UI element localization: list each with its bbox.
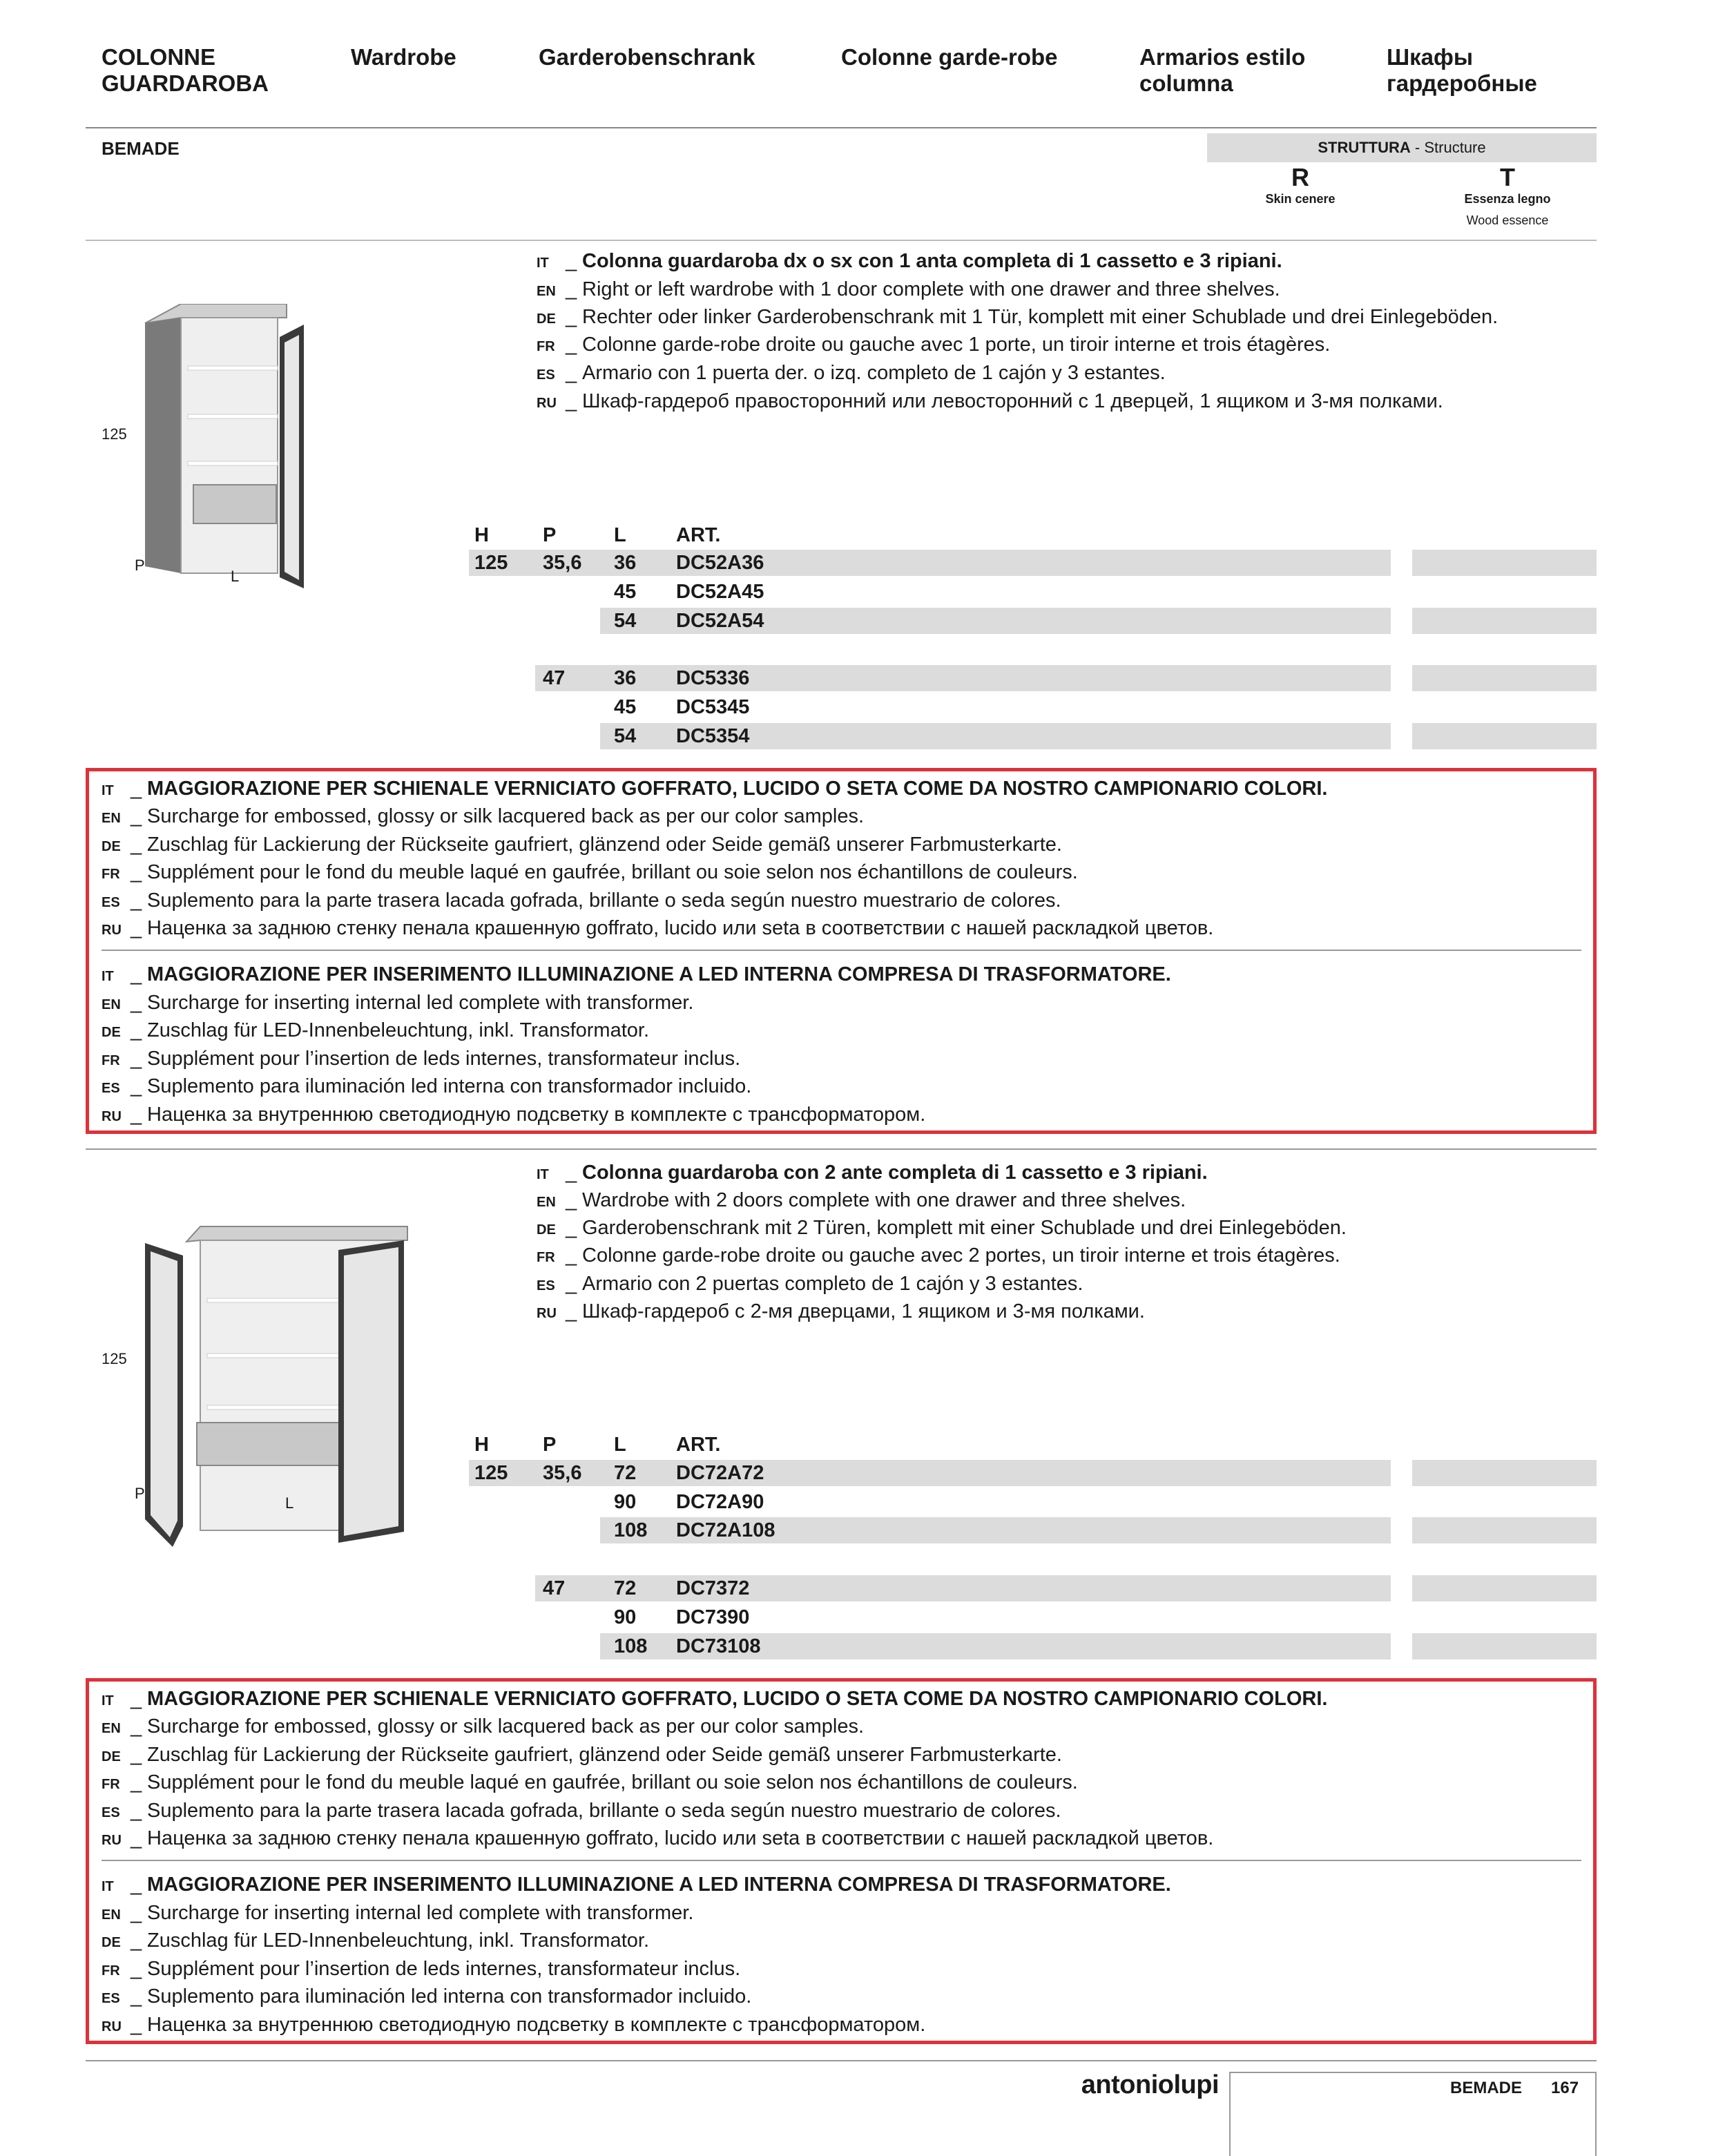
p1-row-1-art: DC52A36	[676, 552, 764, 574]
s2-back-it: IT _ MAGGIORAZIONE PER SCHIENALE VERNICIATO GOFFRATO, LUCIDO O SETA COME DA NOSTRO CAMPIONARIO COLORI.	[102, 1688, 1328, 1710]
p1-desc-de: DE _ Rechter oder linker Garderobenschrank mit 1 Tür, komplett mit einer Schublade und drei Einlegeböden.	[537, 306, 1498, 328]
p1-col-art: ART.	[676, 524, 721, 546]
p1-height-label: 125	[102, 425, 127, 443]
s1-led-en: EN _ Surcharge for inserting internal led complete with transformer.	[102, 992, 694, 1014]
s2-led-de: DE _ Zuschlag für LED-Innenbeleuchtung, inkl. Transformator.	[102, 1929, 649, 1952]
p2-desc-de: DE _ Garderobenschrank mit 2 Türen, komplett mit einer Schublade und drei Einlegeböden.	[537, 1217, 1347, 1239]
p1-desc-fr: FR _ Colonne garde-robe droite ou gauche avec 1 porte, un tiroir interne et trois étagères.	[537, 334, 1331, 356]
p2-height-label: 125	[102, 1350, 127, 1367]
s2-back-fr: FR _ Supplément pour le fond du meuble laqué en gaufrée, brillant ou soie selon nos échantillons de couleurs.	[102, 1771, 1078, 1793]
structure-option-t-name: Essenza legno	[1464, 192, 1551, 206]
s1-led-it: IT _ MAGGIORAZIONE PER INSERIMENTO ILLUMINAZIONE A LED INTERNA COMPRESA DI TRASFORMATORE.	[102, 963, 1171, 985]
p2-row-5-art: DC7390	[676, 1606, 750, 1628]
structure-label-en: Structure	[1424, 139, 1486, 156]
p2-row-2-l: 90	[614, 1491, 637, 1513]
s1-back-de: DE _ Zuschlag für Lackierung der Rückseite gaufriert, glänzend oder Seide gemäß unserer Farbmusterkarte.	[102, 834, 1062, 856]
s1-led-ru: RU _ Наценка за внутреннюю светодиодную подсветку в комплекте с трансформатором.	[102, 1104, 926, 1126]
p2-desc-ru: RU _ Шкаф-гардероб с 2-мя дверцами, 1 ящиком и 3-мя полками.	[537, 1300, 1145, 1322]
p2-col-p: P	[543, 1434, 557, 1456]
p2-row-3-art: DC72A108	[676, 1519, 775, 1541]
p2-row-1-p: 35,6	[543, 1462, 582, 1484]
s2-inner-divider	[102, 1860, 1581, 1861]
p1-row-4-price	[1412, 665, 1597, 691]
s2-led-es: ES _ Suplemento para iluminación led interna con transformador incluido.	[102, 1985, 752, 2008]
p2-desc-fr: FR _ Colonne garde-robe droite ou gauche avec 2 portes, un tiroir interne et trois étagères.	[537, 1244, 1340, 1267]
p2-col-l: L	[614, 1434, 626, 1456]
header-title-de: Garderobenschrank	[539, 44, 755, 70]
p1-row-4-bar	[535, 665, 1391, 691]
p1-desc-en: EN _ Right or left wardrobe with 1 door complete with one drawer and three shelves.	[537, 278, 1280, 300]
p1-row-4-art: DC5336	[676, 667, 750, 689]
p1-row-4-p: 47	[543, 667, 566, 689]
p2-desc-es: ES _ Armario con 2 puertas completo de 1 cajón y 3 estantes.	[537, 1273, 1083, 1295]
s2-back-de: DE _ Zuschlag für Lackierung der Rückseite gaufriert, glänzend oder Seide gemäß unserer Farbmusterkarte.	[102, 1744, 1062, 1766]
p1-col-p: P	[543, 524, 557, 546]
p1-row-6-l: 54	[614, 725, 637, 747]
header-title-fr: Colonne garde-robe	[841, 44, 1058, 70]
s2-back-es: ES _ Suplemento para la parte trasera lacada gofrada, brillante o seda según nuestro muestrario de colores.	[102, 1800, 1061, 1822]
page-number: 167	[1551, 2079, 1579, 2097]
p2-row-1-l: 72	[614, 1462, 637, 1484]
s1-inner-divider	[102, 950, 1581, 951]
p1-row-2-l: 45	[614, 581, 637, 603]
p1-row-1-p: 35,6	[543, 552, 582, 574]
p1-desc-ru: RU _ Шкаф-гардероб правосторонний или левосторонний с 1 дверцей, 1 ящиком и 3-мя полками.	[537, 390, 1443, 412]
p1-row-1-price	[1412, 550, 1597, 576]
s1-led-fr: FR _ Supplément pour l’insertion de leds internes, transformateur inclus.	[102, 1048, 741, 1070]
footer-box	[1229, 2072, 1597, 2156]
p1-col-h: H	[474, 524, 489, 546]
structure-label: STRUTTURA	[1318, 139, 1411, 156]
s1-back-en: EN _ Surcharge for embossed, glossy or silk lacquered back as per our color samples.	[102, 805, 865, 827]
header-title-en: Wardrobe	[351, 44, 456, 70]
p1-row-4-l: 36	[614, 667, 637, 689]
header-divider	[86, 127, 1597, 128]
s2-back-en: EN _ Surcharge for embossed, glossy or silk lacquered back as per our color samples.	[102, 1715, 865, 1738]
footer-divider	[86, 2060, 1597, 2061]
p1-desc-es: ES _ Armario con 1 puerta der. o izq. completo de 1 cajón y 3 estantes.	[537, 362, 1166, 384]
p1-width-label: L	[231, 568, 240, 585]
p2-row-5-l: 90	[614, 1606, 637, 1628]
s1-back-ru: RU _ Наценка за заднюю стенку пенала крашенную goffrato, lucido или seta в соответствии с нашей раскладкой цветов.	[102, 917, 1214, 939]
header-title-it: COLONNE GUARDAROBA	[102, 44, 269, 96]
p1-row-6-price	[1412, 723, 1597, 749]
s1-led-es: ES _ Suplemento para iluminación led interna con transformador incluido.	[102, 1075, 752, 1097]
structure-option-r-name: Skin cenere	[1265, 192, 1336, 206]
s1-back-fr: FR _ Supplément pour le fond du meuble laqué en gaufrée, brillant ou soie selon nos échantillons de couleurs.	[102, 861, 1078, 883]
p2-col-h: H	[474, 1434, 489, 1456]
p1-row-3-art: DC52A54	[676, 610, 764, 632]
s1-back-es: ES _ Suplemento para la parte trasera lacada gofrada, brillante o seda según nuestro muestrario de colores.	[102, 889, 1061, 912]
p2-row-4-bar	[535, 1575, 1391, 1601]
p2-row-4-art: DC7372	[676, 1577, 750, 1599]
s2-led-it: IT _ MAGGIORAZIONE PER INSERIMENTO ILLUMINAZIONE A LED INTERNA COMPRESA DI TRASFORMATORE.	[102, 1874, 1171, 1896]
header-title-ru: Шкафы гардеробные	[1387, 44, 1537, 96]
p2-row-1-h: 125	[474, 1462, 508, 1484]
p2-depth-label: P	[135, 1485, 145, 1502]
footer-collection: BEMADE	[1450, 2079, 1523, 2097]
p2-row-4-l: 72	[614, 1577, 637, 1599]
wardrobe-2-doors-illustration	[138, 1222, 414, 1554]
p1-depth-label: P	[135, 557, 145, 574]
p2-width-label: L	[285, 1494, 294, 1512]
p2-row-6-art: DC73108	[676, 1635, 761, 1657]
p2-desc-it: IT _ Colonna guardaroba con 2 ante completa di 1 cassetto e 3 ripiani.	[537, 1162, 1208, 1184]
s2-led-ru: RU _ Наценка за внутреннюю светодиодную подсветку в комплекте с трансформатором.	[102, 2014, 926, 2036]
header-title-es: Armarios estilo columna	[1139, 44, 1306, 96]
p1-row-1-h: 125	[474, 552, 508, 574]
p2-row-1-bar	[469, 1460, 1391, 1486]
structure-option-t-sub: Wood essence	[1466, 213, 1549, 227]
p2-row-1-price	[1412, 1460, 1597, 1486]
p2-row-4-price	[1412, 1575, 1597, 1601]
p1-col-l: L	[614, 524, 626, 546]
s2-back-ru: RU _ Наценка за заднюю стенку пенала крашенную goffrato, lucido или seta в соответствии с нашей раскладкой цветов.	[102, 1827, 1214, 1849]
p2-row-6-price	[1412, 1633, 1597, 1659]
p1-row-1-l: 36	[614, 552, 637, 574]
structure-option-r-code: R	[1291, 163, 1309, 191]
p1-row-2-art: DC52A45	[676, 581, 764, 603]
p1-row-3-price	[1412, 608, 1597, 634]
p1-row-1-bar	[469, 550, 1391, 576]
collection-label: BEMADE	[102, 138, 180, 159]
p1-row-3-l: 54	[614, 610, 637, 632]
section-divider	[86, 1148, 1597, 1150]
p2-col-art: ART.	[676, 1434, 721, 1456]
p2-row-3-l: 108	[614, 1519, 648, 1541]
structure-separator: -	[1410, 139, 1425, 156]
s2-led-fr: FR _ Supplément pour l’insertion de leds internes, transformateur inclus.	[102, 1958, 741, 1980]
wardrobe-1-door-illustration	[138, 304, 304, 594]
p2-row-6-l: 108	[614, 1635, 648, 1657]
s1-led-de: DE _ Zuschlag für LED-Innenbeleuchtung, inkl. Transformator.	[102, 1019, 649, 1041]
p1-row-6-art: DC5354	[676, 725, 750, 747]
brand-logo: antoniolupi	[1081, 2070, 1219, 2099]
structure-option-t-code: T	[1500, 163, 1515, 191]
p2-row-2-art: DC72A90	[676, 1491, 764, 1513]
structure-header	[1207, 133, 1597, 162]
p2-row-4-p: 47	[543, 1577, 566, 1599]
p1-row-5-art: DC5345	[676, 696, 750, 718]
p1-row-5-l: 45	[614, 696, 637, 718]
s1-back-it: IT _ MAGGIORAZIONE PER SCHIENALE VERNICIATO GOFFRATO, LUCIDO O SETA COME DA NOSTRO CAMPIONARIO COLORI.	[102, 778, 1328, 800]
p1-desc-it: IT _ Colonna guardaroba dx o sx con 1 anta completa di 1 cassetto e 3 ripiani.	[537, 250, 1282, 272]
p2-row-1-art: DC72A72	[676, 1462, 764, 1484]
structure-divider	[86, 240, 1597, 241]
p2-desc-en: EN _ Wardrobe with 2 doors complete with one drawer and three shelves.	[537, 1189, 1186, 1211]
p2-row-3-price	[1412, 1517, 1597, 1543]
s2-led-en: EN _ Surcharge for inserting internal led complete with transformer.	[102, 1902, 694, 1924]
